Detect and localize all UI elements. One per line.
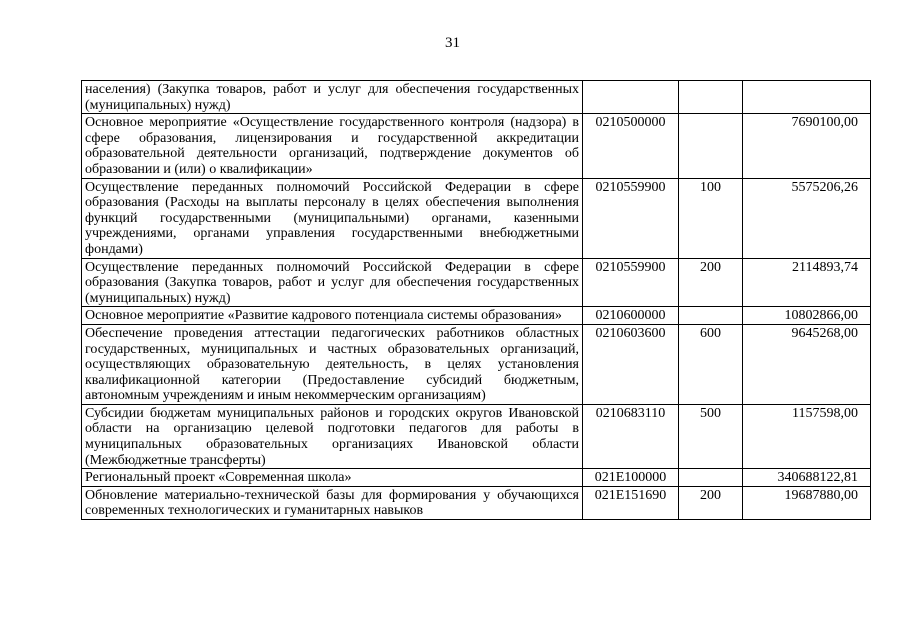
row-expense-type <box>679 81 743 114</box>
row-amount: 5575206,26 <box>743 178 871 258</box>
row-code: 0210559900 <box>583 258 679 307</box>
row-code: 0210559900 <box>583 178 679 258</box>
row-code: 021E100000 <box>583 469 679 487</box>
table-row <box>82 324 871 404</box>
row-expense-type: 200 <box>679 258 743 307</box>
row-name: Обновление материально-технической базы для формирования у обучающихся современных технологических и гуманитарных навыков <box>82 486 583 519</box>
row-name: Осуществление переданных полномочий Российской Федерации в сфере образования (Закупка товаров, работ и услуг для обеспечения государственных (муниципальных) нужд) <box>82 258 583 307</box>
row-amount: 7690100,00 <box>743 114 871 178</box>
row-amount <box>743 81 871 114</box>
row-code: 0210600000 <box>583 307 679 325</box>
table-row <box>82 81 871 114</box>
table-row <box>82 178 871 258</box>
row-code: 021E151690 <box>583 486 679 519</box>
row-expense-type <box>679 114 743 178</box>
row-name: Осуществление переданных полномочий Российской Федерации в сфере образования (Расходы на выплаты персоналу в целях обеспечения выполнения функций государственными (муниципальными) органами, казенными учреждениями, органами управления государственными внебюджетными фондами) <box>82 178 583 258</box>
row-name: Основное мероприятие «Развитие кадрового потенциала системы образования» <box>82 307 583 325</box>
table-row <box>82 114 871 178</box>
row-expense-type: 200 <box>679 486 743 519</box>
row-expense-type: 100 <box>679 178 743 258</box>
budget-table <box>81 80 871 520</box>
row-amount: 1157598,00 <box>743 404 871 468</box>
row-amount: 340688122,81 <box>743 469 871 487</box>
table-row <box>82 258 871 307</box>
row-name: Основное мероприятие «Осуществление государственного контроля (надзора) в сфере образования, лицензирования и государственной аккредитации образовательной деятельности организаций, подтверждение документов об образовании и (или) о квалификации» <box>82 114 583 178</box>
row-expense-type: 500 <box>679 404 743 468</box>
row-amount: 10802866,00 <box>743 307 871 325</box>
row-expense-type <box>679 307 743 325</box>
table-row <box>82 307 871 325</box>
row-amount: 2114893,74 <box>743 258 871 307</box>
row-name: населения) (Закупка товаров, работ и услуг для обеспечения государственных (муниципальных) нужд) <box>82 81 583 114</box>
row-expense-type <box>679 469 743 487</box>
row-amount: 19687880,00 <box>743 486 871 519</box>
row-code <box>583 81 679 114</box>
row-code: 0210603600 <box>583 324 679 404</box>
row-name: Региональный проект «Современная школа» <box>82 469 583 487</box>
table-row <box>82 404 871 468</box>
row-code: 0210683110 <box>583 404 679 468</box>
row-name: Обеспечение проведения аттестации педагогических работников областных государственных, муниципальных и частных образовательных организаций, осуществляющих образовательную деятельность, в целях установления квалификационной категории (Предоставление субсидий бюджетным, автономным учреждениям и иным некоммерческим организациям) <box>82 324 583 404</box>
page-number: 31 <box>445 35 460 51</box>
table-row <box>82 469 871 487</box>
row-amount: 9645268,00 <box>743 324 871 404</box>
row-name: Субсидии бюджетам муниципальных районов и городских округов Ивановской области на организацию целевой подготовки педагогов для работы в муниципальных образовательных организациях Ивановской области (Межбюджетные трансферты) <box>82 404 583 468</box>
row-expense-type: 600 <box>679 324 743 404</box>
table-row <box>82 486 871 519</box>
row-code: 0210500000 <box>583 114 679 178</box>
